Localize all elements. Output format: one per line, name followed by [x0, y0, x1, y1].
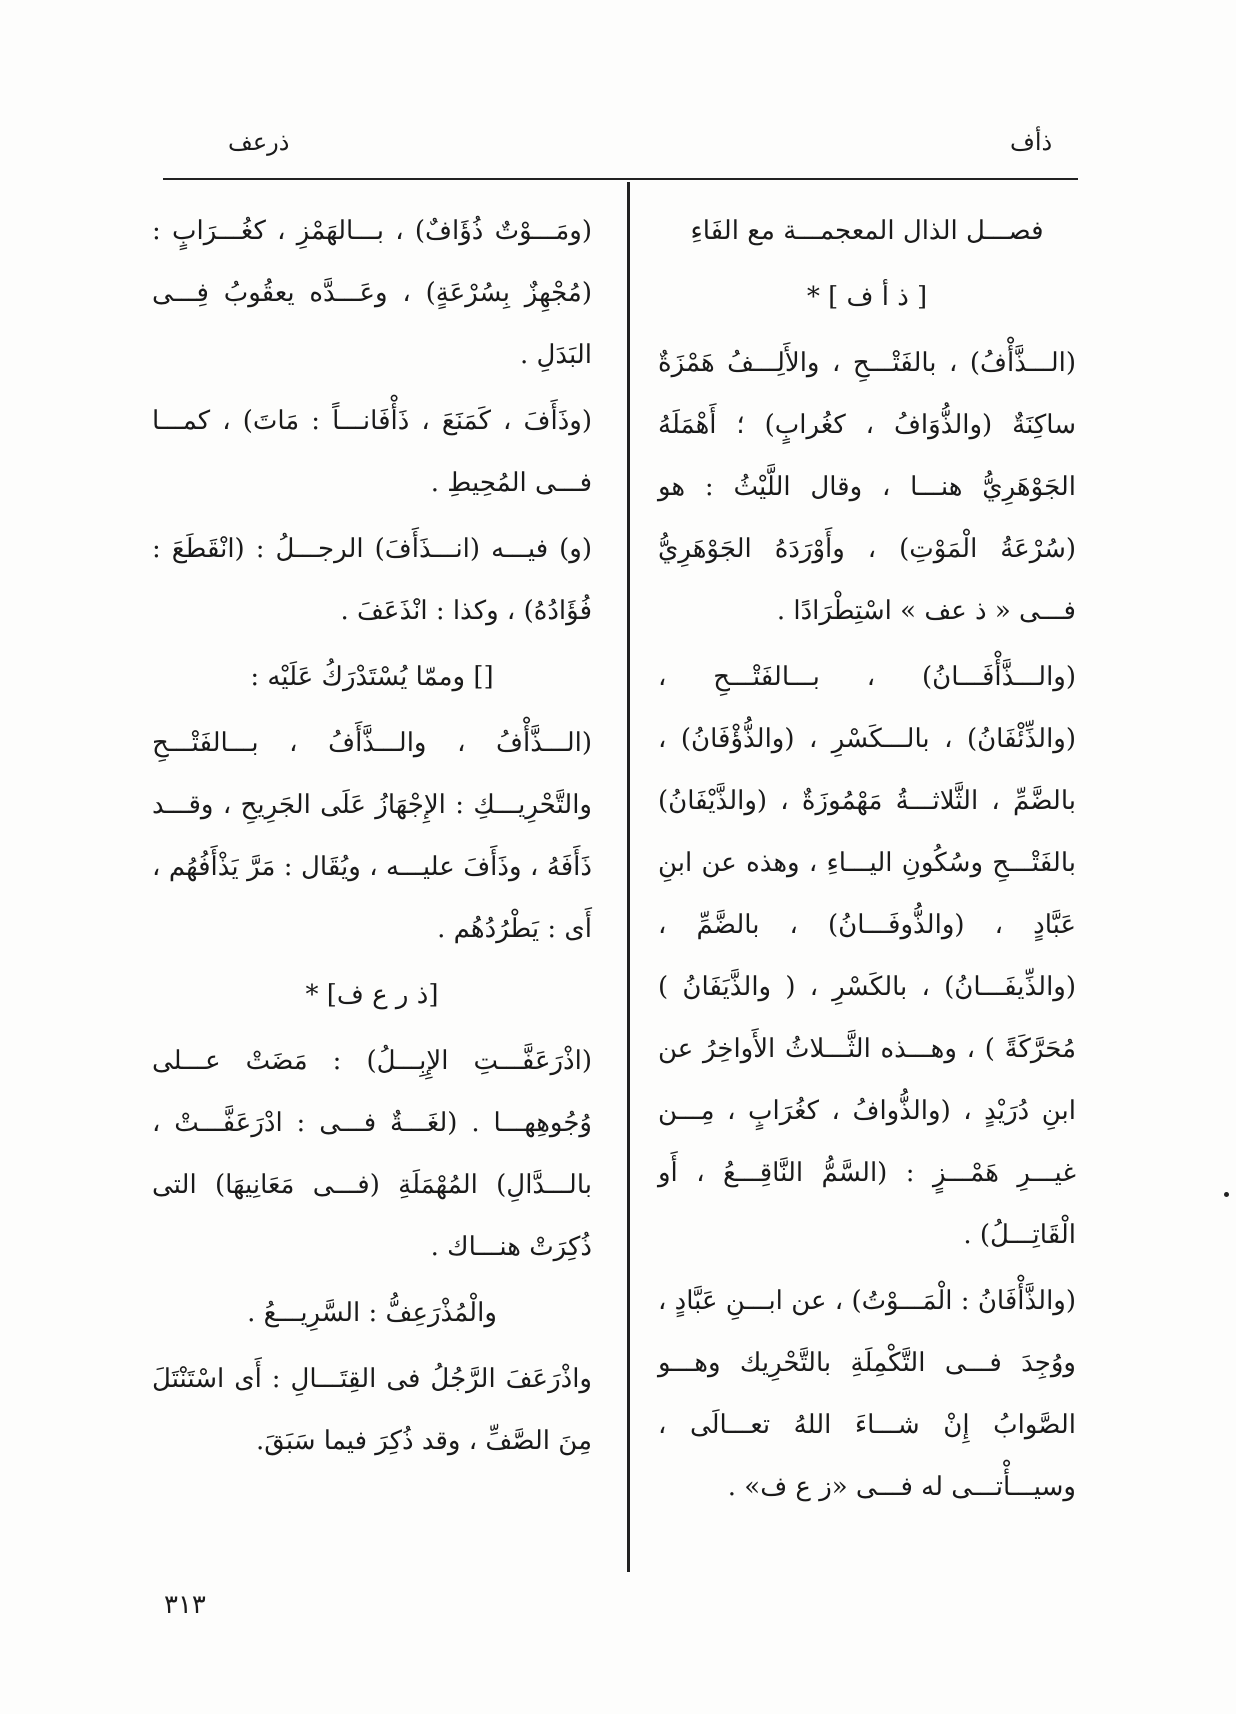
margin-mark [1224, 1192, 1229, 1197]
entry-paragraph: (الـــذَّأْفُ ، والـــذَّأَفُ ، بـــالفَتْـــحِ والتَّحْرِيـــكِ : الإِجْهَازُ عَلَى الجَرِيحِ ، وقـــد ذَأَفَهُ ، وذَأَفَ عليـــه ، ويُقَال : مَرَّ يَذْأَفُهُم ، أَى : يَطْرُدُهُم . [152, 728, 592, 944]
entry-paragraph: (والـــذَّأْفَـــانُ) ، بـــالفَتْـــحِ ، (والذِّئْفَانُ) ، بالـــكَسْرِ ، (والذُّؤْفَانُ) ، بالضَّمِّ ، الثَّلاثـــةُ مَهْمُوزَةٌ ، (والذَّيْفَانُ) بالفَتْـــحِ وسُكُونِ اليـــاءِ ، وهذه عن ابنِ عَبَّادٍ ، (والذُّوفَـــانُ) ، بالضَّمِّ ، (والذِّيفَـــانُ) ، بالكَسْرِ ، ( والذَّيَفَانُ ) مُحَرَّكَةً ) ، وهـــذه الثَّـــلاثُ الأَواخِرُ عن ابنِ دُرَيْدٍ ، (والذُّوافُ ، كغُرَابٍ ، مِـــن غيـــرِ هَمْـــزٍ : (السَّمُّ النَّاقِـــعُ ، أَو الْقَاتِـــلُ) . [658, 662, 1076, 1250]
right-column [658, 200, 1076, 1522]
entry-paragraph: واذْرَعَفَ الرَّجُلُ فى القِتَـــالِ : أَى اسْتَنْتَلَ مِنَ الصَّفِّ ، وقد ذُكِرَ فيما سَبَقَ. [152, 1364, 592, 1456]
page-number: ٣١٣ [164, 1590, 206, 1620]
entry-paragraph: (والذَّأْفَانُ : الْمَـــوْتُ) ، عن ابـــنِ عَبَّادٍ ، ووُجِدَ فـــى التَّكْمِلَةِ بالتَّحْرِيك وهـــو الصَّوابُ إِنْ شـــاءَ اللهُ تعـــالَى ، وسيـــأْتـــى له فـــى «ز ع ف» . [658, 1286, 1076, 1502]
mustadrak-heading: [] وممّا يُسْتَدْرَكُ عَلَيْه : [250, 662, 494, 692]
entry-paragraph: (اذْرَعَفَّـــتِ الإِبِـــلُ) : مَضَتْ عـــلى وُجُوهِهـــا . (لغَـــةٌ فـــى : ادْرَعَفَّـــتْ ، بالـــدَّالِ) المُهْمَلَةِ (فـــى مَعَانِيهَا) التى ذُكِرَتْ هنـــاك . [152, 1046, 592, 1262]
entry-paragraph: والْمُذْرَعِفُّ : السَّرِيـــعُ . [247, 1298, 497, 1328]
section-heading: فصـــل الذال المعجمـــة مع الفَاءِ [690, 216, 1044, 246]
entry-paragraph: (وذَأَفَ ، كَمَنَعَ ، ذَأْفَانـــاً : مَاتَ) ، كمـــا فـــى المُحِيطِ . [152, 406, 592, 498]
entry-paragraph: (ومَـــوْتٌ ذُؤَافٌ) ، بـــالهَمْزِ ، كغُـــرَابٍ : (مُجْهِزٌ بِسُرْعَةٍ) ، وعَـــدَّه يعقُوبُ فِـــى البَدَلِ . [152, 216, 592, 370]
entry-paragraph: (و) فيـــه (انـــذَأَفَ) الرجـــلُ : (انْقَطَعَ : فُؤَادُهُ) ، وكذا : انْذَعَفَ . [152, 534, 592, 626]
column-divider [627, 182, 630, 1572]
entry-heading-dhal-alif-fa: [ ذ أ ف ] * [806, 282, 928, 312]
running-head-right: ذأف [1010, 128, 1053, 156]
entry-paragraph: (الـــذَّأْفُ) ، بالفَتْـــحِ ، والأَلِـــفُ هَمْزَةٌ ساكِنَةٌ (والذُّوَافُ ، كغُرابٍ) ؛ أَهْمَلَهُ الجَوْهَرِيُّ هنـــا ، وقال اللَّيْثُ : هو (سُرْعَةُ الْمَوْتِ) ، وأَوْرَدَهُ الجَوْهَرِيُّ فـــى « ذ عف » اسْتِطْرَادًا . [658, 348, 1076, 626]
header-rule [163, 178, 1078, 180]
running-head-left: ذرعف [228, 128, 290, 156]
left-column [152, 200, 592, 1476]
entry-heading-dhal-ra-ayn-fa: [ذ ر ع ف] * [305, 980, 439, 1010]
